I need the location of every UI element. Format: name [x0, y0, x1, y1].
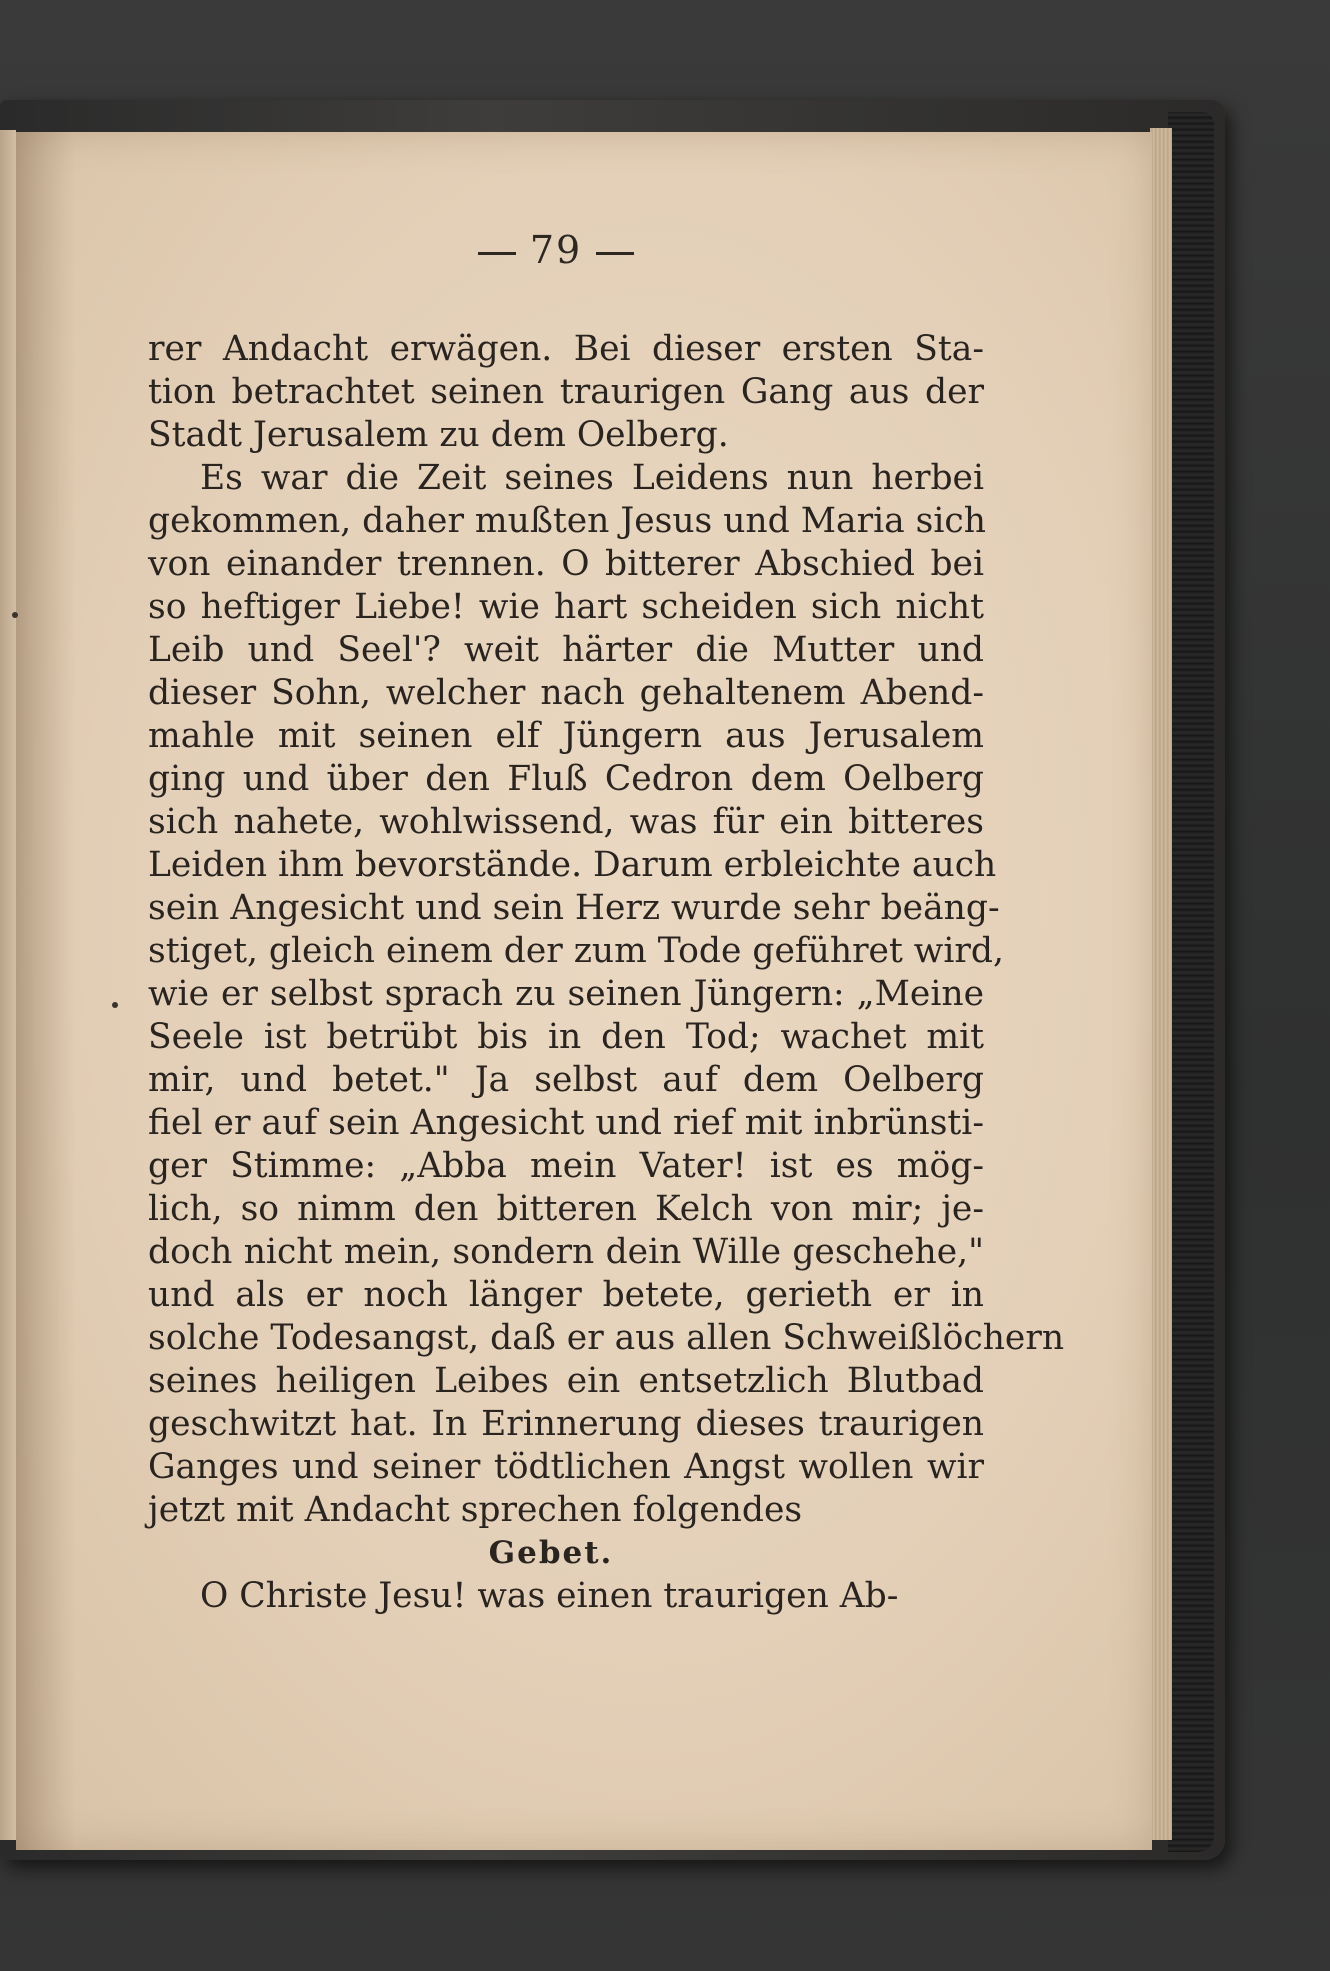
text-line: doch nicht mein, sondern dein Wille geschehe,"	[148, 1232, 984, 1272]
page-stack-edge	[1150, 128, 1172, 1840]
text-line: Ganges und seiner tödtlichen Angst wollen wir	[148, 1447, 984, 1487]
dash-left	[478, 252, 516, 255]
margin-dot	[12, 612, 18, 618]
text-line: und als er noch länger betete, gerieth er in	[148, 1275, 984, 1315]
text-line: Es war die Zeit seines Leidens nun herbei	[200, 458, 984, 498]
text-line: geschwitzt hat. In Erinnerung dieses traurigen	[148, 1404, 984, 1444]
text-line: ging und über den Fluß Cedron dem Oelberg	[148, 759, 984, 799]
text-line: seines heiligen Leibes ein entsetzlich Blutbad	[148, 1361, 984, 1401]
text-line: Leiden ihm bevorstände. Darum erbleichte auch	[148, 845, 997, 885]
text-line: ger Stimme: „Abba mein Vater! ist es mög-	[148, 1146, 984, 1186]
text-line: fiel er auf sein Angesicht und rief mit inbrünsti-	[148, 1103, 984, 1143]
body-text	[148, 328, 1065, 1618]
facing-page-edge	[0, 130, 16, 1840]
margin-dot	[112, 1002, 118, 1008]
text-line: solche Todesangst, daß er aus allen Schweißlöchern	[148, 1318, 1065, 1358]
text-line: sich nahete, wohlwissend, was für ein bitteres	[148, 802, 984, 842]
text-line: mir, und betet." Ja selbst auf dem Oelberg	[148, 1060, 984, 1100]
text-line: sein Angesicht und sein Herz wurde sehr beäng-	[148, 888, 1000, 928]
text-line: Seele ist betrübt bis in den Tod; wachet mit	[148, 1017, 984, 1057]
section-heading: Gebet.	[488, 1535, 614, 1571]
text-line: mahle mit seinen elf Jüngern aus Jerusalem	[148, 716, 984, 756]
page-number: 79	[529, 228, 583, 272]
text-line: gekommen, daher mußten Jesus und Maria sich	[148, 501, 986, 541]
text-line: jetzt mit Andacht sprechen folgendes	[148, 1490, 803, 1530]
text-line: tion betrachtet seinen traurigen Gang aus der	[148, 372, 984, 412]
text-line: O Christe Jesu! was einen traurigen Ab-	[200, 1576, 899, 1616]
text-line: Stadt Jerusalem zu dem Oelberg.	[148, 415, 729, 455]
page-number-header	[446, 228, 666, 272]
text-line: rer Andacht erwägen. Bei dieser ersten Sta-	[148, 329, 984, 369]
spine-shadow	[16, 132, 76, 1850]
text-line: Leib und Seel'? weit härter die Mutter und	[148, 630, 984, 670]
text-line: dieser Sohn, welcher nach gehaltenem Abend-	[148, 673, 984, 713]
text-line: so heftiger Liebe! wie hart scheiden sich nicht	[148, 587, 984, 627]
text-line: wie er selbst sprach zu seinen Jüngern: „Meine	[148, 974, 984, 1014]
text-line: stiget, gleich einem der zum Tode geführet wird,	[148, 931, 1004, 971]
text-line: von einander trennen. O bitterer Abschied bei	[148, 544, 984, 584]
dash-right	[596, 252, 634, 255]
book-cover-edge	[1168, 112, 1214, 1852]
text-line: lich, so nimm den bitteren Kelch von mir; je-	[148, 1189, 984, 1229]
